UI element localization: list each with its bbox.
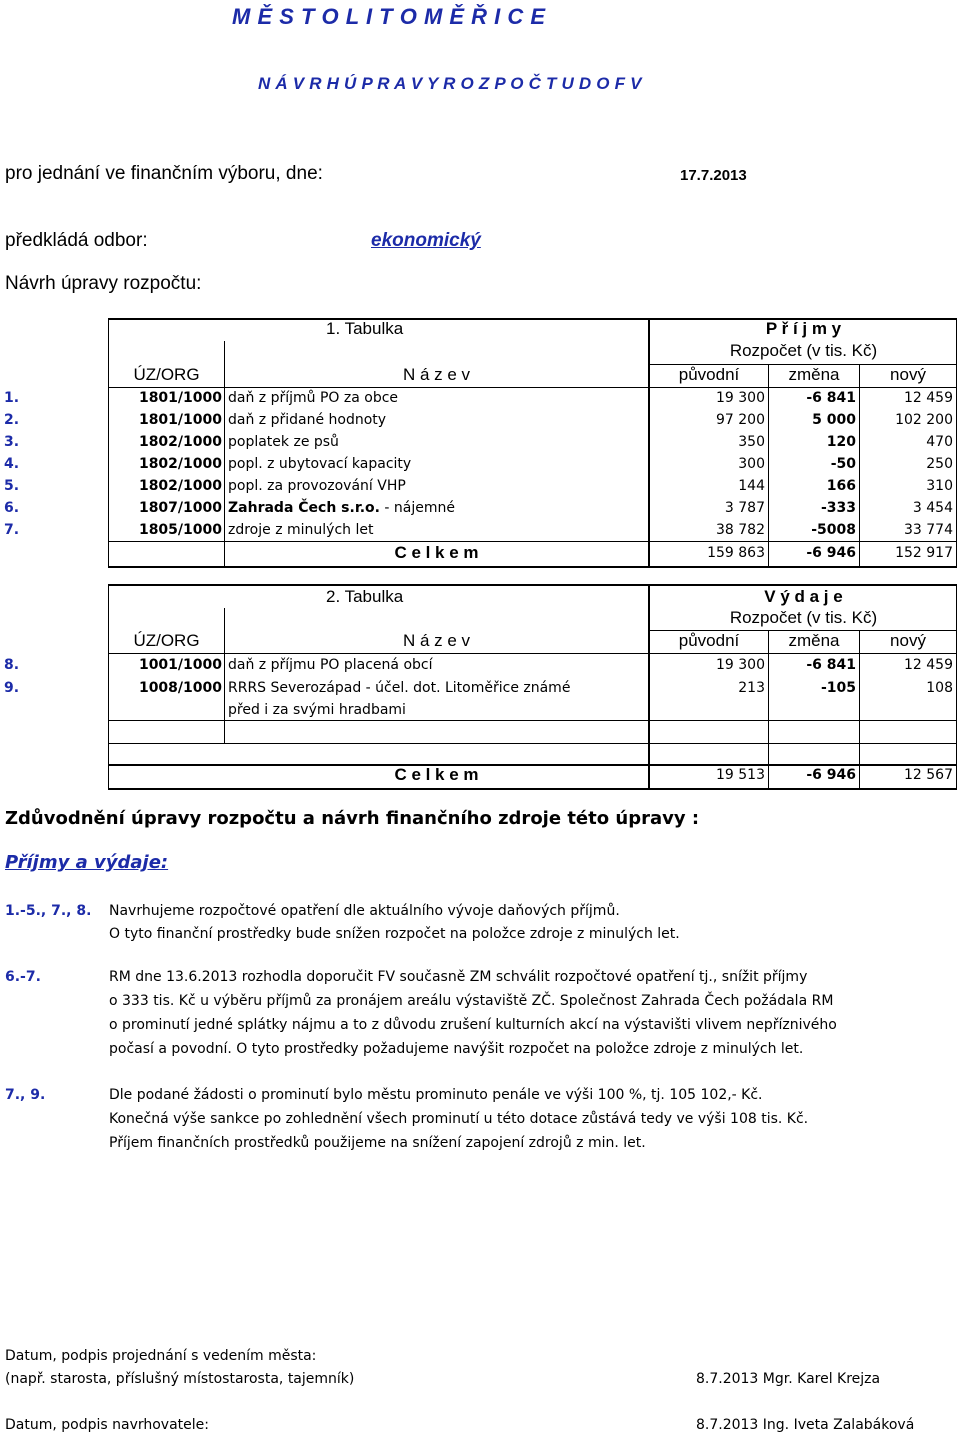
table2-col-name: N á z e v [402,631,471,650]
row-name: RRRS Severozápad - účel. dot. Litoměřice známé [228,680,571,696]
item-line: O tyto finanční prostředky bude snížen rozpočet na položce zdroje z minulých let. [109,926,680,942]
row-number: 5. [4,478,20,494]
row-number: 4. [4,456,20,472]
item-line: o 333 tis. Kč u výběru příjmů za pronájem areálu výstaviště ZČ. Společnost Zahrada Čech požádala RM [109,993,834,1009]
meeting-label: pro jednání ve finančním výboru, dne: [5,163,323,184]
row-new: 108 [926,680,953,696]
item-line: Navrhujeme rozpočtové opatření dle aktuálního vývoje daňových příjmů. [109,903,620,919]
row-change: 166 [826,478,856,494]
signature-approval-label: Datum, podpis projednání s vedením města: [5,1348,317,1364]
row-change: 120 [826,434,856,450]
row-change: -105 [820,680,856,696]
table1-budget-label: Rozpočet (v tis. Kč) [729,341,878,360]
row-org: 1805/1000 [138,522,222,538]
row-number: 6. [4,500,20,516]
row-org: 1001/1000 [138,657,222,673]
row-name: popl. za provozování VHP [228,478,406,494]
row-change: -333 [820,500,856,516]
proposal-label: Návrh úpravy rozpočtu: [5,273,202,294]
row-change: -50 [830,456,856,472]
total-orig: 19 513 [716,767,765,783]
table2-col-new: nový [890,631,926,650]
row-name-line2: před i za svými hradbami [228,702,406,718]
dept-label: předkládá odbor: [5,230,148,251]
table1-col-name: N á z e v [402,365,471,384]
justification-heading: Zdůvodnění úpravy rozpočtu a návrh finančního zdroje této úpravy : [5,808,700,829]
item-line: počasí a povodní. O tyto prostředky požadujeme navýšit rozpočet na položce zdroje z minulých let. [109,1041,804,1057]
row-number: 3. [4,434,20,450]
row-new: 12 459 [904,657,953,673]
table1-col-change: změna [788,365,840,384]
table2-col-org: ÚZ/ORG [133,631,200,650]
row-name-company: Zahrada Čech s.r.o. [228,500,380,516]
meeting-date: 17.7.2013 [680,167,747,184]
row-number: 8. [4,657,20,673]
row-orig: 19 300 [716,390,765,406]
table1-caption: 1. Tabulka [326,319,404,338]
item-line: Příjem finančních prostředků použijeme na snížení zapojení zdrojů z min. let. [109,1135,646,1151]
row-org: 1807/1000 [138,500,222,516]
row-org: 1802/1000 [138,478,222,494]
item-line: Dle podané žádosti o prominutí bylo městu prominuto penále ve výši 100 %, tj. 105 102,- Kč. [109,1087,763,1103]
item-ref: 6.-7. [5,969,41,985]
row-change: -6 841 [806,657,856,673]
signature-proposer-date: 8.7.2013 Ing. Iveta Zalabáková [696,1417,915,1433]
item-line: Konečná výše sankce po zohlednění všech prominutí u této dotace zůstává tedy ve výši 108 tis. Kč. [109,1111,809,1127]
table2-col-orig: původní [678,631,740,650]
row-org: 1802/1000 [138,456,222,472]
row-orig: 350 [738,434,765,450]
row-name: daň z příjmu PO placená obcí [228,657,433,673]
total-change: -6 946 [806,545,856,561]
row-org: 1802/1000 [138,434,222,450]
row-new: 102 200 [895,412,953,428]
row-org: 1801/1000 [138,412,222,428]
justification-subheading: Příjmy a výdaje: [5,852,169,873]
table1-col-orig: původní [678,365,740,384]
row-new: 3 454 [912,500,953,516]
row-new: 310 [926,478,953,494]
row-number: 2. [4,412,20,428]
signature-proposer-label: Datum, podpis navrhovatele: [5,1417,209,1433]
row-new: 33 774 [904,522,953,538]
row-orig: 38 782 [716,522,765,538]
signature-roles-note: (např. starosta, příslušný místostarosta, tajemník) [5,1371,355,1387]
table1-group-title: P ř í j m y [765,319,842,338]
row-new: 470 [926,434,953,450]
row-change: -6 841 [806,390,856,406]
table2-col-change: změna [788,631,840,650]
table2-budget-label: Rozpočet (v tis. Kč) [729,608,878,627]
row-name: zdroje z minulých let [228,522,374,538]
row-orig: 300 [738,456,765,472]
row-orig: 3 787 [724,500,765,516]
total-orig: 159 863 [707,545,765,561]
item-line: o prominutí jedné splátky nájmu a to z důvodu zrušení kulturních akcí na výstavišti vlivem nepříznivého [109,1017,837,1033]
row-new: 12 459 [904,390,953,406]
total-label: C e l k e m [394,543,479,562]
row-org: 1008/1000 [138,680,222,696]
row-orig: 19 300 [716,657,765,673]
table1-col-org: ÚZ/ORG [133,365,200,384]
signature-approval-date: 8.7.2013 Mgr. Karel Krejza [696,1371,881,1387]
item-ref: 7., 9. [5,1087,46,1103]
page-subtitle: N Á V R H Ú P R A V Y R O Z P O Č T U D O F V [258,74,642,93]
row-orig: 213 [738,680,765,696]
total-new: 152 917 [895,545,953,561]
row-name-rest: - nájemné [379,500,456,516]
row-orig: 97 200 [716,412,765,428]
row-name: popl. z ubytovací kapacity [228,456,412,472]
item-line: RM dne 13.6.2013 rozhodla doporučit FV současně ZM schválit rozpočtové opatření tj., snížit příjmy [109,969,808,985]
row-number: 9. [4,680,20,696]
row-new: 250 [926,456,953,472]
page-title: M Ě S T O L I T O M Ě Ř I C E [232,4,546,29]
row-change: 5 000 [812,412,856,428]
total-label: C e l k e m [394,765,479,784]
row-name: poplatek ze psů [228,434,339,450]
total-change: -6 946 [806,767,856,783]
dept-value: ekonomický [371,230,481,251]
row-number: 1. [4,390,20,406]
row-name: daň z příjmů PO za obce [228,390,399,406]
row-orig: 144 [738,478,765,494]
total-new: 12 567 [904,767,953,783]
item-ref: 1.-5., 7., 8. [5,903,92,919]
row-number: 7. [4,522,20,538]
row-name [228,500,455,516]
table1-col-new: nový [890,365,926,384]
row-name: daň z přidané hodnoty [228,412,387,428]
table2-caption: 2. Tabulka [326,587,404,606]
table2-group-title: V ý d a j e [764,587,843,606]
row-org: 1801/1000 [138,390,222,406]
row-change: -5008 [811,522,856,538]
